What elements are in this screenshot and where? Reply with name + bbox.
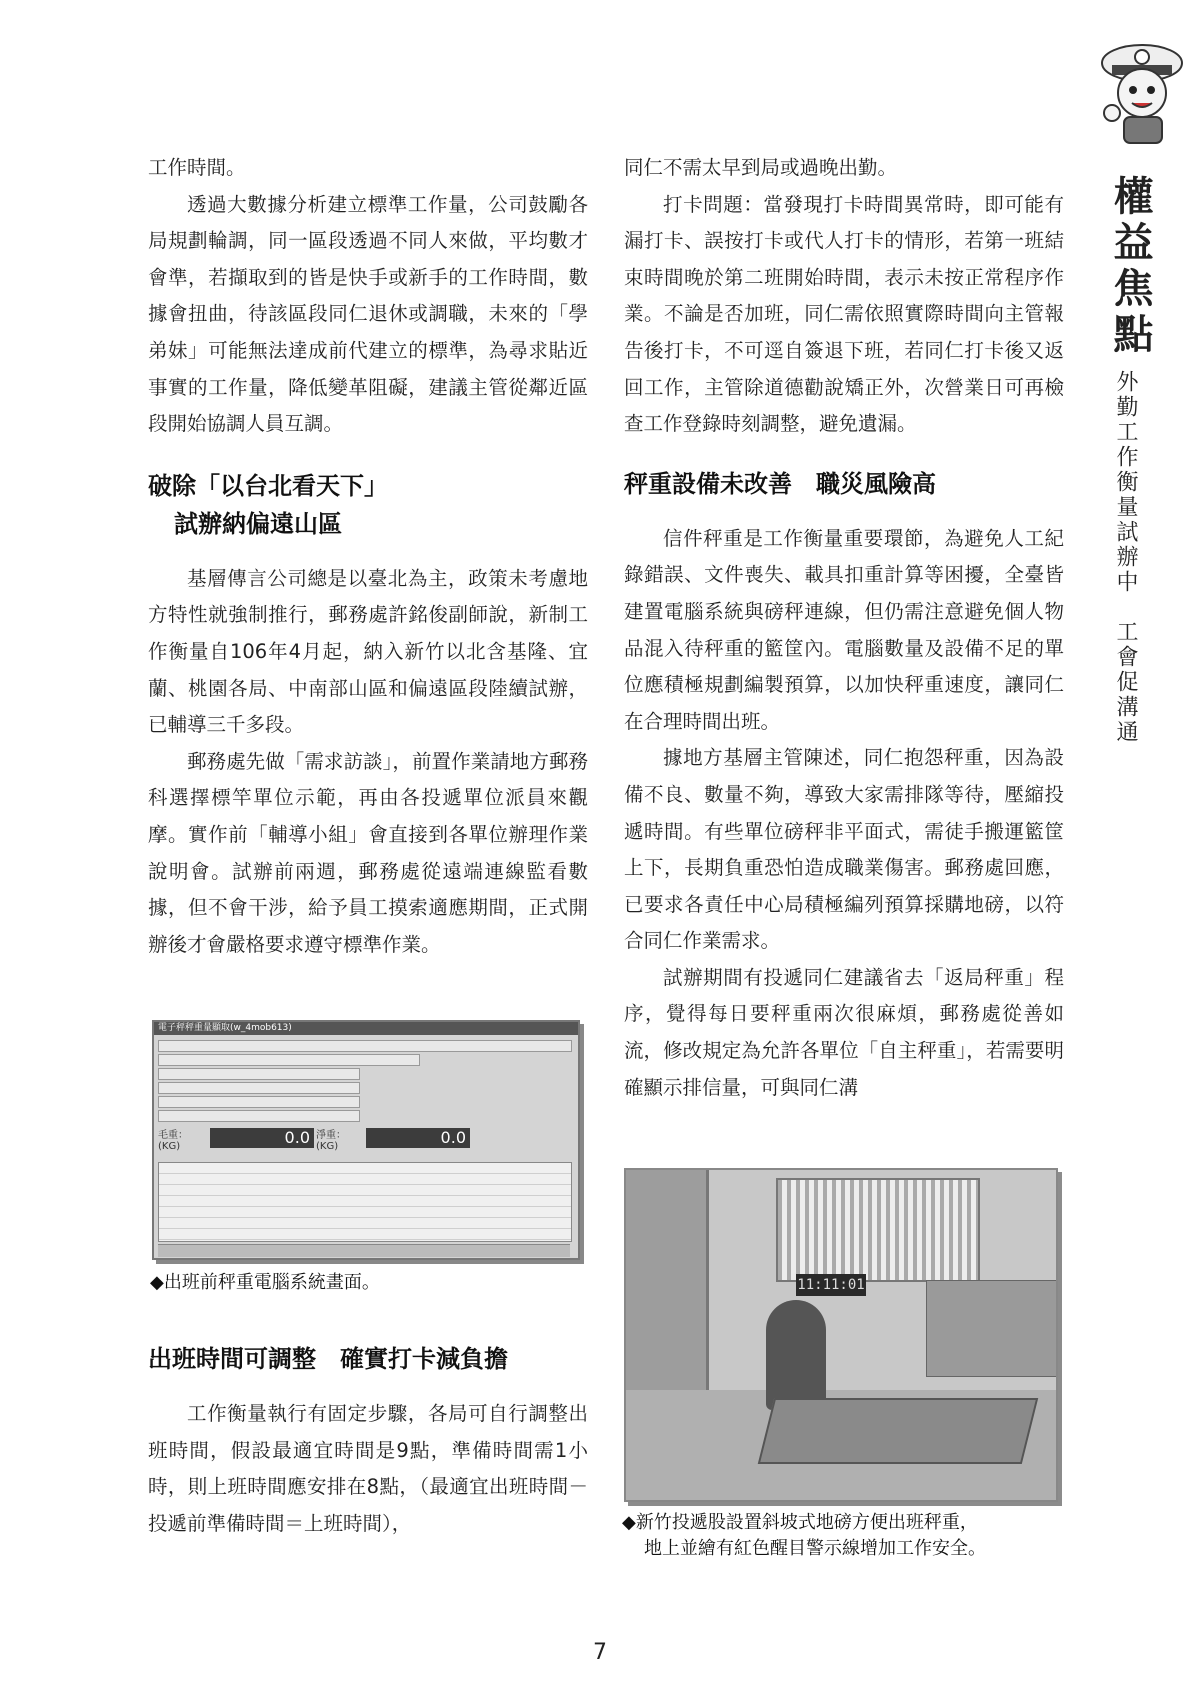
right-column [624, 150, 1064, 1106]
gross-label: 毛重：(KG) [158, 1130, 188, 1152]
paragraph: 試辦期間有投遞同仁建議省去「返局秤重」程序，覺得每日要秤重兩次很麻煩，郵務處從善如流，修改規定為允許各單位「自主秤重」，若需要明確顯示排信量，可與同仁溝 [624, 965, 1064, 1099]
paragraph: 工作衡量執行有固定步驟，各局可自行調整出班時間，假設最適宜時間是9點，準備時間需1小時，則上班時間應安排在8點，（最適宜出班時間－投遞前準備時間＝上班時間）， [148, 1402, 588, 1535]
section-heading: 秤重設備未改善 職災風險高 [624, 469, 936, 498]
left-column-lower [148, 1340, 588, 1542]
photo-door [626, 1170, 709, 1400]
heading-line: 試辦納偏遠山區 [174, 509, 342, 538]
figure-caption: ◆出班前秤重電腦系統畫面。 [150, 1272, 380, 1293]
paragraph: 同仁不需太早到局或過晚出勤。 [624, 156, 898, 179]
net-weight-display: 0.0 [366, 1128, 470, 1148]
photo-counter [926, 1280, 1058, 1377]
weighing-system-screenshot [152, 1020, 580, 1260]
paragraph: 信件秤重是工作衡量重要環節，為避免人工紀錄錯誤、文件喪失、載具扣重計算等困擾，全臺皆建置電腦系統與磅秤連線，但仍需注意避免個人物品混入待秤重的籃筐內。電腦數量及設備不足的單位應積極規劃編製預算，以加快秤重速度，讓同仁在合理時間出班。 [624, 526, 1064, 733]
photo-floor-scale [758, 1398, 1038, 1464]
gross-weight-display: 0.0 [210, 1128, 314, 1148]
screenshot-row [158, 1040, 572, 1052]
screenshot-data-grid [158, 1162, 572, 1242]
screenshot-row [158, 1082, 360, 1094]
section-heading [148, 467, 588, 543]
screenshot-row [158, 1068, 360, 1080]
paragraph: 基層傳言公司總是以臺北為主，政策未考慮地方特性就強制推行，郵務處許銘俊副師說，新制工作衡量自106年4月起，納入新竹以北含基隆、宜蘭、桃園各局、中南部山區和偏遠區段陸續試辦，已輔導三千多段。 [148, 566, 588, 737]
paragraph: 透過大數據分析建立標準工作量，公司鼓勵各局規劃輪調，同一區段透過不同人來做，平均數才會準，若擷取到的皆是快手或新手的工作時間，數據會扭曲，待該區段同仁退休或調職，未來的「學弟妹」可能無法達成前代建立的標準，為尋求貼近事實的工作量，降低變革阻礙，建議主管從鄰近區段開始協調人員互調。 [148, 192, 588, 436]
screenshot-titlebar: 電子秤秤重量顯取(w_4mob613) [154, 1022, 578, 1035]
screenshot-button-bar [158, 1244, 570, 1257]
left-column [148, 150, 588, 963]
mascot-illustration [1090, 35, 1190, 150]
floor-scale-photo [624, 1168, 1058, 1502]
heading-line: 破除「以台北看天下」 [148, 471, 388, 500]
paragraph: 工作時間。 [148, 156, 246, 179]
section-heading: 出班時間可調整 確實打卡減負擔 [148, 1345, 508, 1373]
paragraph: 據地方基層主管陳述，同仁抱怨秤重，因為設備不良、數量不夠，導致大家需排隊等待，壓縮投遞時間。有些單位磅秤非平面式，需徒手搬運籃筐上下，長期負重恐怕造成職業傷害。郵務處回應，已要求各責任中心局積極編列預算採購地磅，以符合同仁作業需求。 [624, 746, 1064, 953]
page-number: 7 [593, 1640, 607, 1665]
caption-line: ◆新竹投遞股設置斜坡式地磅方便出班秤重， [622, 1512, 978, 1533]
article-subtitle: 外勤工作衡量試辦中 工會促溝通 [1113, 370, 1138, 745]
paragraph: 打卡問題：當發現打卡時間異常時，即可能有漏打卡、誤按打卡或代人打卡的情形，若第一班結束時間晚於第二班開始時間，表示未按正常程序作業。不論是否加班，同仁需依照實際時間向主管報告後打卡，不可逕自簽退下班，若同仁打卡後又返回工作，主管除道德勸說矯正外，次營業日可再檢查工作登錄時刻調整，避免遺漏。 [624, 192, 1064, 436]
net-label: 淨重：(KG) [316, 1130, 346, 1152]
photo-plant [766, 1300, 826, 1410]
caption-line: 地上並繪有紅色醒目警示線增加工作安全。 [644, 1538, 986, 1559]
screenshot-row [158, 1110, 360, 1122]
photo-scale-display: 11:11:01 [796, 1274, 866, 1296]
paragraph: 郵務處先做「需求訪談」，前置作業請地方郵務科選擇標竿單位示範，再由各投遞單位派員來觀摩。實作前「輔導小組」會直接到各單位辦理作業說明會。試辦前兩週，郵務處從遠端連線監看數據，但不會干涉，給予員工摸索適應期間，正式開辦後才會嚴格要求遵守標準作業。 [148, 749, 588, 956]
screenshot-row [158, 1054, 420, 1066]
screenshot-row [158, 1096, 360, 1108]
photo-caption [622, 1510, 986, 1562]
photo-sorting-board [776, 1178, 980, 1282]
section-title: 權益焦點 [1107, 175, 1154, 359]
